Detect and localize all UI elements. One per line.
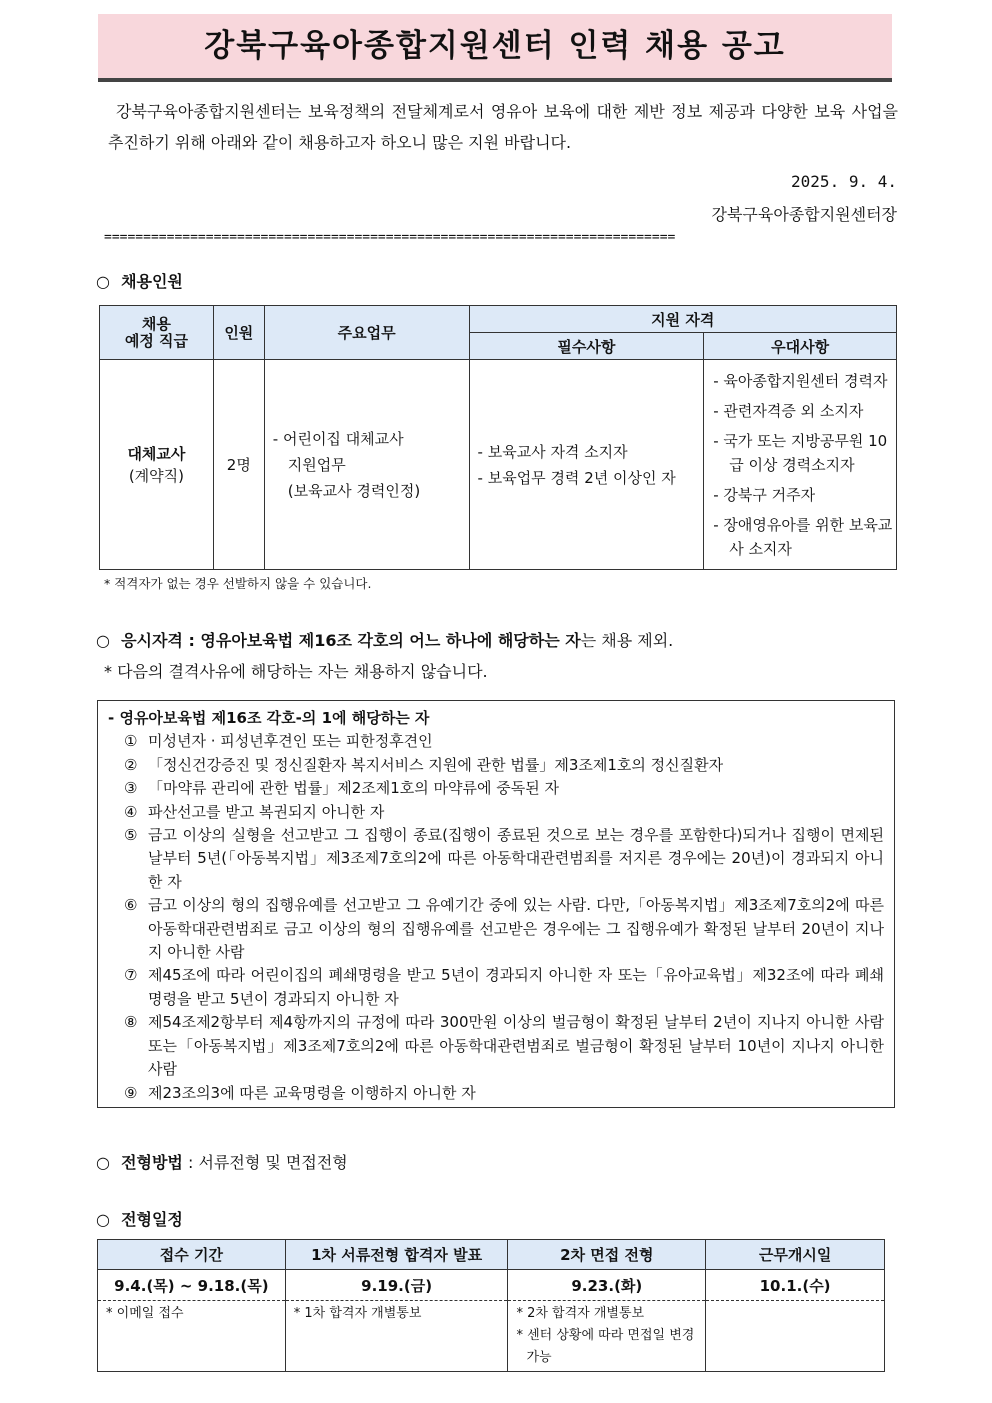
list-item: ① 미성년자 · 피성년후견인 또는 피한정후견인: [124, 732, 433, 751]
section-heading-recruitment: [96, 269, 183, 292]
cell-position: 대체교사 (계약직): [100, 360, 214, 570]
header-application-period: 접수 기간: [98, 1240, 286, 1270]
section-heading-method: [96, 1150, 348, 1173]
section-heading-schedule: [96, 1207, 183, 1230]
circle-bullet-icon: ○: [96, 631, 110, 650]
header-duty: 주요업무: [264, 306, 469, 360]
note-application: * 이메일 접수: [98, 1301, 286, 1372]
cell-required: - 보육교사 자격 소지자 - 보육업무 경력 2년 이상인 자: [469, 360, 704, 570]
method-title: 전형방법: [121, 1153, 183, 1172]
list-item: ④ 파산선고를 받고 복권되지 아니한 자: [124, 802, 385, 821]
cell-count: 2명: [213, 360, 264, 570]
section-title: 채용인원: [121, 272, 183, 291]
schedule-table: [97, 1239, 885, 1372]
header-count: 인원: [213, 306, 264, 360]
notice-date: 2025. 9. 4.: [791, 172, 897, 191]
header-start-date: 근무개시일: [706, 1240, 885, 1270]
list-item: ⑨ 제23조의3에 따른 교육명령을 이행하지 아니한 자: [124, 1083, 476, 1102]
disqualification-box: [97, 700, 895, 1108]
cell-duty: - 어린이집 대체교사 지원업무 (보육교사 경력인정): [264, 360, 469, 570]
date-start: 10.1.(수): [706, 1270, 885, 1301]
list-item: ⑥ 금고 이상의 형의 집행유예를 선고받고 그 유예기간 중에 있는 사람. 다만,「아동복지법」제3조제7호의2에 따른 아동학대관련범죄로 금고 이상의 형의 집행유예를 선고받은 경우에는 그 집행유예가 확정된 날부터 20년이 지나지 아니한 사람: [124, 896, 884, 962]
date-application-period: 9.4.(목) ~ 9.18.(목): [98, 1270, 286, 1301]
header-required: 필수사항: [469, 333, 704, 360]
circle-bullet-icon: ○: [96, 1210, 110, 1229]
intro-text: 강북구육아종합지원센터는 보육정책의 전달체계로서 영유아 보육에 대한 제반 정보 제공과 다양한 보육 사업을 추진하기 위해 아래와 같이 채용하고자 하오니 많은 지원 바랍니다.: [108, 102, 898, 152]
list-item: ⑦ 제45조에 따라 어린이집의 폐쇄명령을 받고 5년이 경과되지 아니한 자 또는「유아교육법」제32조에 따라 폐쇄명령을 받고 5년이 경과되지 아니한 자: [124, 966, 884, 1008]
note-interview: * 2차 합격자 개별통보 * 센터 상황에 따라 면접일 변경 가능: [508, 1301, 706, 1372]
note-first-result: * 1차 합격자 개별통보: [285, 1301, 508, 1372]
list-item: ⑤ 금고 이상의 실형을 선고받고 그 집행이 종료(집행이 종료된 것으로 보는 경우를 포함한다)되거나 집행이 면제된 날부터 5년(「아동복지법」제3조제7호의2에 따른 아동학대관련범죄를 저지른 경우에는 20년)이 경과되지 아니한 자: [124, 826, 884, 891]
header-preferred: 우대사항: [704, 333, 897, 360]
intro-paragraph: [108, 96, 898, 158]
issuer-name: 강북구육아종합지원센터장: [711, 205, 897, 224]
cell-preferred: - 육아종합지원센터 경력자 - 관련자격증 외 소지자 - 국가 또는 지방공무원 10급 이상 경력소지자 - 강북구 거주자 - 장애영유아를 위한 보육교사 소지자: [704, 360, 897, 570]
title-banner: [98, 14, 892, 82]
eligibility-title-rest: 는 채용 제외.: [580, 631, 674, 650]
circle-bullet-icon: ○: [96, 1153, 110, 1172]
separator-line: =========================================================================: [104, 230, 676, 245]
list-item: ③ 「마약류 관리에 관한 법률」제2조제1호의 마약류에 중독된 자: [124, 779, 559, 798]
list-item: ② 「정신건강증진 및 정신질환자 복지서비스 지원에 관한 법률」제3조제1호의 정신질환자: [124, 755, 724, 774]
eligibility-note: * 다음의 결격사유에 해당하는 자는 채용하지 않습니다.: [104, 662, 488, 681]
circle-bullet-icon: ○: [96, 272, 110, 291]
header-interview: 2차 면접 전형: [508, 1240, 706, 1270]
date-interview: 9.23.(화): [508, 1270, 706, 1301]
method-text: : 서류전형 및 면접전형: [182, 1153, 348, 1172]
date-first-result: 9.19.(금): [285, 1270, 508, 1301]
header-qualification: 지원 자격: [469, 306, 896, 333]
disqualification-header: - 영유아보육법 제16조 각호-의 1에 해당하는 자: [108, 709, 430, 727]
list-item: ⑧ 제54조제2항부터 제4항까지의 규정에 따라 300만원 이상의 벌금형이 확정된 날부터 2년이 지나지 아니한 사람 또는「아동복지법」제3조제7호의2에 따른 아동학대관련범죄로 벌금형이 확정된 날부터 10년이 지나지 아니한 사람: [124, 1013, 884, 1079]
page-title: 강북구육아종합지원센터 인력 채용 공고: [204, 28, 786, 64]
section-heading-eligibility: [96, 628, 673, 651]
header-first-result: 1차 서류전형 합격자 발표: [285, 1240, 508, 1270]
schedule-title: 전형일정: [121, 1210, 183, 1229]
eligibility-title: 응시자격 : 영유아보육법 제16조 각호의 어느 하나에 해당하는 자: [121, 631, 581, 650]
header-position: 채용 예정 직급: [100, 306, 214, 360]
note-start: [706, 1301, 885, 1372]
recruitment-table: [99, 305, 897, 570]
table-note: * 적격자가 없는 경우 선발하지 않을 수 있습니다.: [104, 576, 372, 591]
